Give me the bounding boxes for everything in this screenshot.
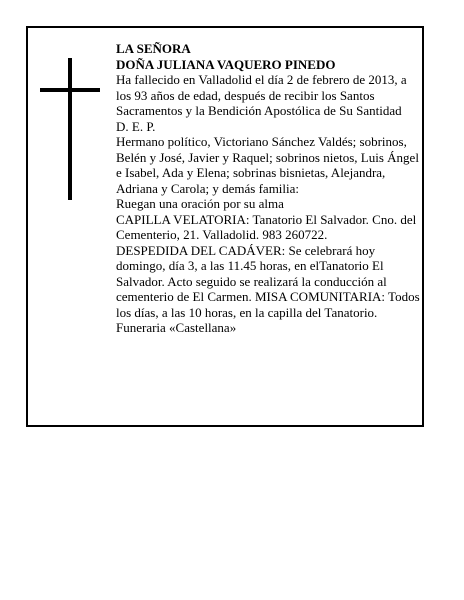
rip-line: D. E. P.	[116, 118, 156, 134]
wake-chapel-info: CAPILLA VELATORIA: Tanatorio El Salvador. Cno. del Cementerio, 21. Valladolid. 983 260722.	[116, 211, 417, 242]
cross-horizontal-bar	[40, 88, 100, 92]
cross-vertical-bar	[68, 58, 72, 200]
funeral-home: Funeraria «Castellana»	[116, 320, 237, 335]
obituary-notice	[26, 26, 424, 427]
prayer-request: Ruegan una oración por su alma	[116, 196, 284, 211]
deceased-name: DOÑA JULIANA VAQUERO PINEDO	[116, 56, 336, 72]
death-announcement: Ha fallecido en Valladolid el día 2 de febrero de 2013, a los 93 años de edad, después de recibir los Santos Sacramentos y la Bendición Apostólica de Su Santidad	[116, 72, 407, 118]
heading-line-1: LA SEÑORA	[116, 41, 191, 56]
cross-icon	[40, 58, 100, 200]
family-list: Hermano político, Victoriano Sánchez Valdés; sobrinos, Belén y José, Javier y Raquel; sobrinos nietos, Luis Ángel e Isabel, Ada y Elena; sobrinas bisnietas, Alejandra, Adriana y Carola; y demás familia:	[116, 134, 419, 196]
farewell-info: DESPEDIDA DEL CADÁVER: Se celebrará hoy domingo, día 3, a las 11.45 horas, en elTanatorio El Salvador. Acto seguido se realizará la conducción al cementerio de El Carmen. MISA COMUNITARIA: Todos los días, a las 10 horas, en la capilla del Tanatorio.	[116, 242, 420, 320]
notice-text	[116, 41, 421, 336]
